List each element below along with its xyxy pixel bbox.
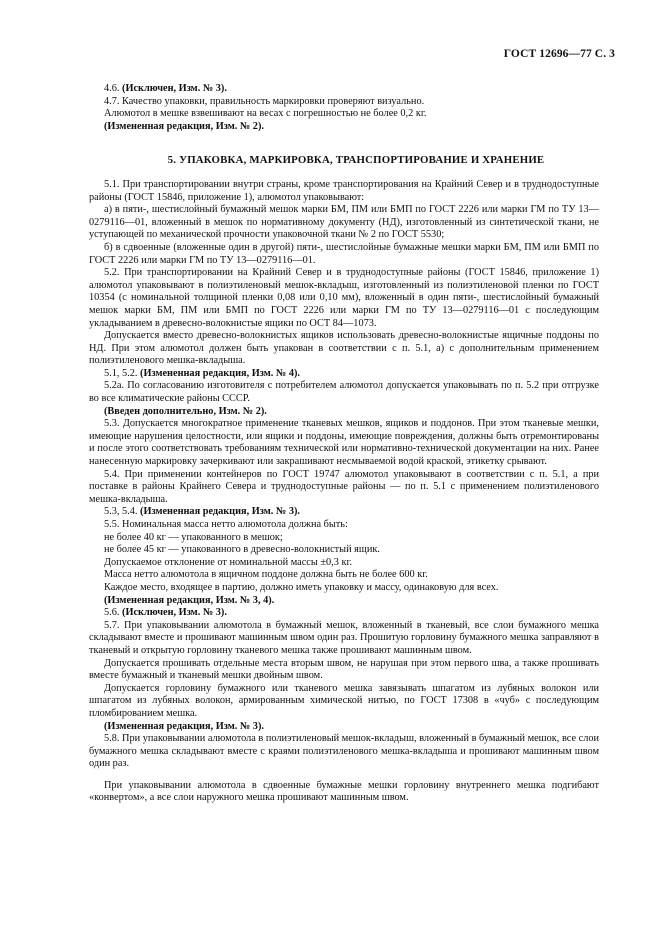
clause-5-6 — [89, 607, 599, 620]
clause-5-2a-note: (Введен дополнительно, Изм. № 2). — [104, 405, 267, 417]
clause-5-8: 5.8. При упаковывании алюмотола в полиэтиленовый мешок-вкладыш, вложенный в бумажный мешок, все слои бумажного мешка складывают вместе с краями полиэтиленового мешка-вкладыша и прошивают машинным швом один раз. — [89, 733, 599, 770]
clause-5-2: 5.2. При транспортировании на Крайний Север и в труднодоступные районы (ГОСТ 15846, приложение 1) алюмотол упаковывают в полиэтиленовый мешок-вкладыш, изготовленный из полиэтиленовой пленки по ГОСТ 10354 (с номинальной толщиной пленки 0,08 или 0,10 мм), вложенный в один пяти-, шестислойный бумажный мешок марки БМ, ПМ или БМП по ГОСТ 2226 или марки ГМ по ТУ 13—0279116—01 с последующим укладыванием в древесно-волокнистые ящики по ОСТ 84—1073. — [89, 267, 599, 329]
clause-5-3-5-4-note — [89, 506, 599, 519]
section-heading: 5. УПАКОВКА, МАРКИРОВКА, ТРАНСПОРТИРОВАНИЕ И ХРАНЕНИЕ — [167, 154, 545, 167]
clause-5-5-deviation: Допускаемое отклонение от номинальной массы ±0,3 кг. — [104, 556, 353, 568]
clause-number: 5.1, 5.2. — [104, 367, 138, 379]
clause-5-7-note: (Измененная редакция, Изм. № 3). — [104, 720, 264, 732]
clause-5-2a: 5.2а. По согласованию изготовителя с потребителем алюмотол допускается упаковывать по п. 5.2 при отгрузке во все климатические районы СССР. — [89, 380, 599, 405]
clause-5-1-a: а) в пяти-, шестислойный бумажный мешок марки БМ, ПМ или БМП по ГОСТ 2226 или марки ГМ по ТУ 13—0279116—01, вложенный в мешок по нормативному документу (НД), изготовленный из синтетической ткани, не уступающей по механической прочности упаковочной ткани № 2 по ГОСТ 5530; — [89, 204, 599, 241]
clause-number: 4.6. — [104, 83, 120, 94]
clause-number: 4.7. — [104, 95, 120, 107]
clause-note: (Исключен, Изм. № 3). — [122, 607, 227, 619]
clause-5-5-bag: не более 40 кг — упакованного в мешок; — [104, 531, 283, 543]
clause-4-7-note: (Измененная редакция, Изм. № 2). — [104, 120, 264, 132]
paragraph-gap — [89, 771, 599, 780]
clause-4-7-weighing: Алюмотол в мешке взвешивают на весах с погрешностью не более 0,2 кг. — [104, 108, 427, 120]
clause-5-8-double-bags: При упаковывании алюмотола в сдвоенные бумажные мешки горловину внутреннего мешка подгибают «конвертом», а все слои наружного мешка прошивают машинным швом. — [89, 779, 599, 804]
clause-5-7: 5.7. При упаковывании алюмотола в бумажный мешок, вложенный в тканевый, все слои бумажного мешка складывают вместе и прошивают машинным швом один раз. Прошитую горловину бумажного мешка заправляют в тканевый и открытую горловину тканевого мешка также прошивают машинным швом. — [89, 619, 599, 656]
document-body — [89, 83, 599, 805]
clause-number: 5.3, 5.4. — [104, 506, 138, 518]
clause-5-5-note: (Измененная редакция, Изм. № 3, 4). — [104, 594, 275, 606]
clause-5-2-alt: Допускается вместо древесно-волокнистых ящиков использовать древесно-волокнистые ящичные поддоны по НД. При этом алюмотол должен быть упакован в соответствии с п. 5.1, а) с дополнительным применением полиэтиленового мешка-вкладыша. — [89, 330, 599, 367]
clause-5-5-each: Каждое место, входящее в партию, должно иметь упаковку и массу, одинаковую для всех. — [104, 581, 499, 593]
clause-5-3: 5.3. Допускается многократное применение тканевых мешков, ящиков и поддонов. При этом тканевые мешки, имеющие нарушения целостности, или ящики и поддоны, имеющие повреждения, должны быть отремонтированы и после этого соответствовать требованиям технической или нормативно-технической документации на них. Ранее нанесенную маркировку зачеркивают или закрашивают несмываемой водой краской, этикетку срывают. — [89, 418, 599, 468]
clause-5-5-pallet: Масса нетто алюмотола в ящичном поддоне должна быть не более 600 кг. — [104, 569, 428, 581]
clause-5-7-second-seam: Допускается прошивать отдельные места вторым швом, не нарушая при этом первого шва, а также прошивать вместе бумажный и тканевый мешки двойным швом. — [89, 657, 599, 682]
clause-note: (Измененная редакция, Изм. № 3). — [140, 506, 300, 518]
page-header: ГОСТ 12696—77 С. 3 — [503, 48, 615, 60]
clause-4-7 — [89, 96, 599, 109]
clause-5-5: 5.5. Номинальная масса нетто алюмотола должна быть: — [104, 519, 348, 530]
clause-note: (Измененная редакция, Изм. № 4). — [140, 367, 300, 379]
clause-5-4: 5.4. При применении контейнеров по ГОСТ 19747 алюмотол упаковывают в соответствии с п. 5.1, а при поставке в районы Крайнего Севера и труднодоступные районы — по п. 5.1 с применением полиэтиленового мешка-вкладыша. — [89, 468, 599, 505]
clause-5-1-b: б) в сдвоенные (вложенные один в другой) пяти-, шестислойные бумажные мешки марки БМ, ПМ или БМП по ГОСТ 2226 или марки ГМ по ТУ 13—0279116—01. — [89, 241, 599, 266]
clause-note: (Исключен, Изм. № 3). — [122, 83, 227, 94]
clause-number: 5.6. — [104, 607, 120, 619]
clause-5-7-twine: Допускается горловину бумажного или тканевого мешка завязывать шпагатом из лубяных волокон или шпагатом из лубяных волокон, армированным химической нитью, по ГОСТ 17308 в «чуб» с последующим пломбированием мешка. — [89, 682, 599, 719]
clause-4-6 — [89, 83, 599, 96]
clause-5-1: 5.1. При транспортировании внутри страны, кроме транспортирования на Крайний Север и в труднодоступные районы (ГОСТ 15846, приложение 1), алюмотол упаковывают: — [89, 178, 599, 203]
clause-text: Качество упаковки, правильность маркировки проверяют визуально. — [122, 95, 425, 107]
clause-5-1-5-2-note — [89, 368, 599, 381]
clause-5-5-box: не более 45 кг — упакованного в древесно-волокнистый ящик. — [104, 544, 380, 556]
